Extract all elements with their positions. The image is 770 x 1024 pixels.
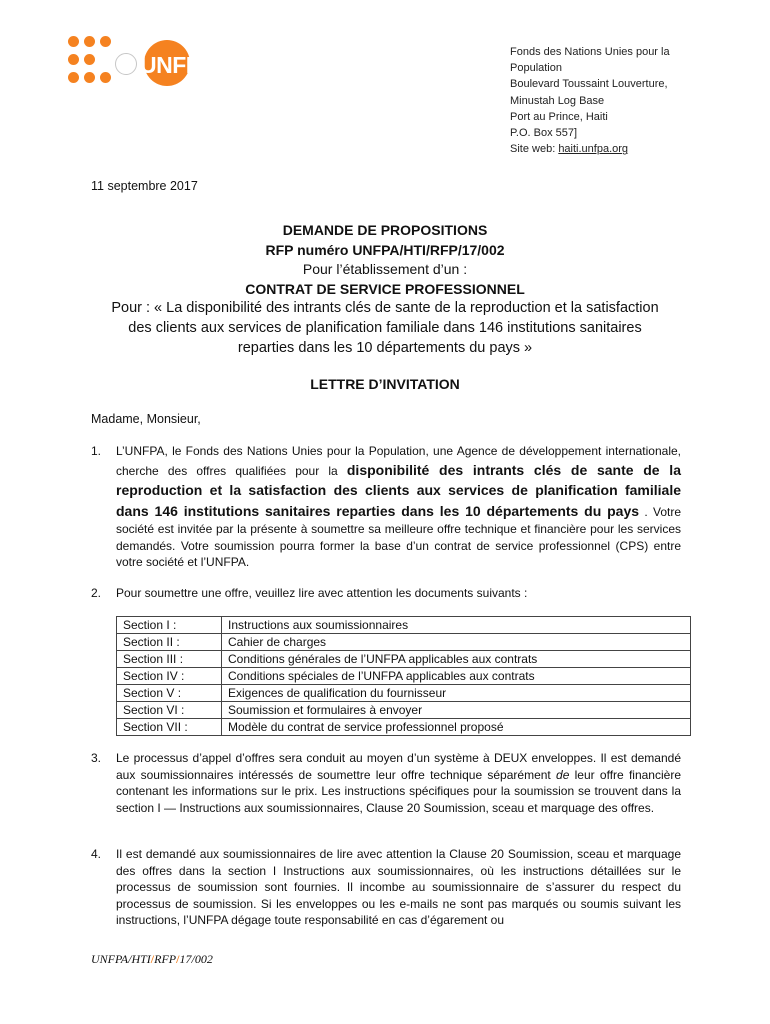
address-line: Minustah Log Base [510, 94, 605, 107]
item-bold-text: disponibilité des intrants clés de sante de la reproduction et la satisfaction des clients aux services de planification familiale dans 146 institutions sanitaires reparties dans les 10 départements du pays [116, 461, 681, 519]
document-title [60, 221, 710, 358]
item-number: 3. [91, 751, 102, 765]
section-desc: Modèle du contrat de service professionnel proposé [222, 719, 691, 736]
table-row [117, 702, 691, 719]
logo-brand-text: UNFPA [140, 52, 216, 78]
section-desc: Exigences de qualification du fournisseur [222, 685, 691, 702]
item-text: . Votre société est invitée par la présente à soumettre sa meilleure offre technique et financière pour les services demandés. Votre soumission pourra former la base d’un contrat de service professionnel (CPS) entre votre société et l’UNFPA. [116, 504, 681, 570]
un-emblem-icon [115, 53, 137, 75]
section-label: Section V : [117, 685, 222, 702]
address-line: Fonds des Nations Unies pour la [510, 46, 670, 58]
title-subject-line: des clients aux services de planification familiale dans 146 institutions sanitaires [128, 319, 642, 336]
item-text: leur offre financière contenant les informations sur le prix. Les instructions spécifiques pour la soumission se trouvent dans la section I — Instructions aux soumissionnaires, Clause 20 Soumission, sceau et marquage des offres. [116, 767, 681, 815]
section-label: Section VII : [117, 719, 222, 736]
section-label: Section I : [117, 617, 222, 634]
item-text: Le processus d’appel d’offres sera conduit au moyen d’un système à DEUX enveloppes. Il est demandé aux soumissionnaires intéressés de soumettre leur offre technique séparément [116, 751, 681, 782]
address-block [510, 44, 670, 157]
table-row [117, 685, 691, 702]
footer-reference [91, 952, 213, 967]
address-line: Boulevard Toussaint Louverture, [510, 78, 668, 91]
website-label: Site web: [510, 143, 559, 156]
unfpa-logo [68, 32, 216, 92]
website-line [510, 141, 670, 157]
section-desc: Conditions spéciales de l’UNFPA applicables aux contrats [222, 668, 691, 685]
title-pour: Pour l’établissement d’un : [302, 261, 468, 278]
website-link[interactable]: haiti.unfpa.org [558, 143, 629, 156]
item-number: 4. [91, 847, 102, 861]
list-item [91, 750, 681, 816]
title-contract-type: CONTRAT DE SERVICE PROFESSIONNEL [245, 280, 525, 297]
list-item [91, 585, 681, 602]
section-desc: Conditions générales de l’UNFPA applicables aux contrats [222, 651, 691, 668]
footer-prefix: UNFPA/HTI [91, 952, 151, 966]
address-line: Population [510, 62, 562, 75]
letter-date: 11 septembre 2017 [91, 179, 198, 193]
list-item [91, 846, 681, 929]
item-italic-text: de [556, 767, 570, 782]
salutation: Madame, Monsieur, [91, 412, 201, 426]
item-number: 1. [91, 444, 102, 458]
section-desc: Soumission et formulaires à envoyer [222, 702, 691, 719]
title-subject-line: reparties dans les 10 départements du pays » [237, 339, 533, 356]
item-text: Il est demandé aux soumissionnaires de lire avec attention la Clause 20 Soumission, sceau et marquage des offres dans la section I Instructions aux soumissionnaires, où les instructions détaillées sur le processus de soumission sont fournies. Il incombe au soumissionnaire de s’assurer du respect du processus de soumission. Si les enveloppes ou les e-mails ne sont pas marqués ou soumis suivant les instructions, l’UNFPA dégage toute responsabilité en cas d’égarement ou [116, 847, 681, 928]
table-row [117, 651, 691, 668]
address-line: Port au Prince, Haiti [510, 110, 608, 123]
table-row [117, 634, 691, 651]
section-label: Section IV : [117, 668, 222, 685]
table-row [117, 719, 691, 736]
item-text: Pour soumettre une offre, veuillez lire avec attention les documents suivants : [116, 586, 528, 600]
item-text: L’UNFPA, le Fonds des Nations Unies pour la Population, une Agence de développement internationale, cherche des offres qualifiées pour la [116, 444, 681, 478]
letter-heading: LETTRE D’INVITATION [310, 376, 460, 392]
table-row [117, 668, 691, 685]
sections-table [116, 616, 691, 736]
table-row [117, 617, 691, 634]
section-label: Section II : [117, 634, 222, 651]
footer-edit-mark: / [176, 952, 180, 966]
address-line: P.O. Box 557] [510, 127, 578, 140]
title-rfp: DEMANDE DE PROPOSITIONS [282, 222, 488, 238]
title-subject-line: Pour : « La disponibilité des intrants clés de sante de la reproduction et la satisfaction [111, 300, 659, 317]
footer-suffix: 17/002 [179, 952, 213, 966]
section-desc: Instructions aux soumissionnaires [222, 617, 691, 634]
item-number: 2. [91, 586, 102, 600]
section-label: Section VI : [117, 702, 222, 719]
section-desc: Cahier de charges [222, 634, 691, 651]
footer-middle: RFP [154, 952, 177, 966]
list-item [91, 443, 681, 571]
section-label: Section III : [117, 651, 222, 668]
footer-edit-mark: / [150, 952, 155, 966]
title-rfp-number: RFP numéro UNFPA/HTI/RFP/17/002 [265, 241, 505, 258]
